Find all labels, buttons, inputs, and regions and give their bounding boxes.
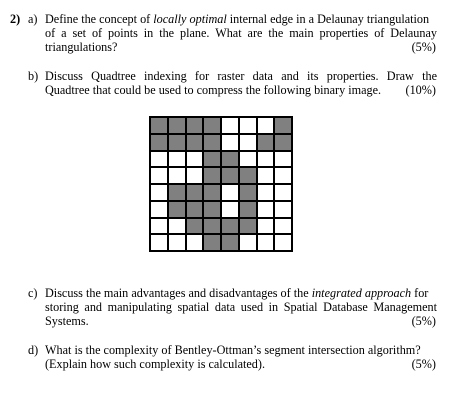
part-c-label: c) <box>28 286 38 300</box>
part-b-line1: Discuss Quadtree indexing for raster data and its properties. Draw the <box>45 69 437 83</box>
grid-cell <box>257 218 275 235</box>
term-integrated-approach: integrated approach <box>311 286 412 300</box>
grid-cell <box>203 117 221 134</box>
grid-cell <box>257 151 275 168</box>
grid-cell <box>168 201 186 218</box>
part-d-marks: (5%) <box>411 357 436 371</box>
grid-cell <box>168 117 186 134</box>
question-number: 2) <box>10 12 21 26</box>
grid-cell <box>168 184 186 201</box>
grid-cell <box>257 184 275 201</box>
grid-cell <box>221 201 239 218</box>
grid-cell <box>168 218 186 235</box>
part-d-line2: (Explain how such complexity is calculated). <box>45 357 265 371</box>
grid-cell <box>150 234 168 251</box>
grid-cell <box>274 151 292 168</box>
grid-cell <box>186 184 204 201</box>
part-b-label: b) <box>28 69 39 83</box>
grid-cell <box>274 167 292 184</box>
grid-cell <box>203 134 221 151</box>
grid-cell <box>257 201 275 218</box>
part-a-text-cont: internal edge in a Delaunay triangulation <box>226 12 430 26</box>
grid-cell <box>150 201 168 218</box>
grid-cell <box>168 234 186 251</box>
grid-cell <box>186 234 204 251</box>
grid-cell <box>150 184 168 201</box>
part-a-line3: triangulations? <box>45 40 118 54</box>
grid-cell <box>221 151 239 168</box>
part-a-label: a) <box>28 12 38 26</box>
grid-cell <box>203 218 221 235</box>
grid-cell <box>150 134 168 151</box>
grid-cell <box>168 134 186 151</box>
part-b-line2: Quadtree that could be used to compress the following binary image. <box>45 83 382 97</box>
grid-cell <box>239 218 257 235</box>
grid-cell <box>203 184 221 201</box>
part-c-line3: Systems. <box>45 314 89 328</box>
grid-cell <box>257 234 275 251</box>
part-c-text: Discuss the main advantages and disadvantages of the <box>45 286 312 300</box>
part-d-label: d) <box>28 343 39 357</box>
grid-cell <box>150 167 168 184</box>
grid-cell <box>186 117 204 134</box>
grid-cell <box>186 218 204 235</box>
grid-cell <box>203 151 221 168</box>
grid-cell <box>186 201 204 218</box>
binary-image-grid <box>149 116 293 252</box>
grid-cell <box>203 201 221 218</box>
grid-cell <box>168 151 186 168</box>
part-b-marks: (10%) <box>405 83 436 97</box>
grid-cell <box>257 117 275 134</box>
part-a-line1 <box>45 12 437 26</box>
grid-cell <box>221 234 239 251</box>
term-locally-optimal: locally optimal <box>153 12 227 26</box>
grid-cell <box>150 117 168 134</box>
grid-cell <box>221 134 239 151</box>
grid-cell <box>150 218 168 235</box>
grid-cell <box>257 167 275 184</box>
grid-cell <box>274 184 292 201</box>
grid-cell <box>274 117 292 134</box>
grid-cell <box>239 234 257 251</box>
grid-cell <box>150 151 168 168</box>
part-c-line1 <box>45 286 437 300</box>
grid-cell <box>221 167 239 184</box>
grid-cell <box>203 234 221 251</box>
part-c-marks: (5%) <box>411 314 436 328</box>
grid-cell <box>186 167 204 184</box>
grid-cell <box>239 151 257 168</box>
part-a-text: Define the concept of <box>45 12 154 26</box>
grid-cell <box>221 184 239 201</box>
grid-cell <box>274 201 292 218</box>
grid-cell <box>239 184 257 201</box>
grid-cell <box>186 134 204 151</box>
part-c-line2: storing and manipulating spatial data used in Spatial Database Management <box>45 300 437 314</box>
grid-cell <box>239 201 257 218</box>
grid-cell <box>239 167 257 184</box>
grid-cell <box>186 151 204 168</box>
part-a-line2: of a set of points in the plane. What are the main properties of Delaunay <box>45 26 437 40</box>
grid-cell <box>274 234 292 251</box>
grid-cell <box>257 134 275 151</box>
grid-cell <box>221 117 239 134</box>
grid-cell <box>274 134 292 151</box>
part-d-line1: What is the complexity of Bentley-Ottman’s segment intersection algorithm? <box>45 343 421 357</box>
grid-cell <box>239 134 257 151</box>
grid-cell <box>239 117 257 134</box>
grid-cell <box>168 167 186 184</box>
grid-cell <box>274 218 292 235</box>
part-c-text-cont: for <box>411 286 429 300</box>
part-a-marks: (5%) <box>411 40 436 54</box>
grid-cell <box>203 167 221 184</box>
grid-cell <box>221 218 239 235</box>
